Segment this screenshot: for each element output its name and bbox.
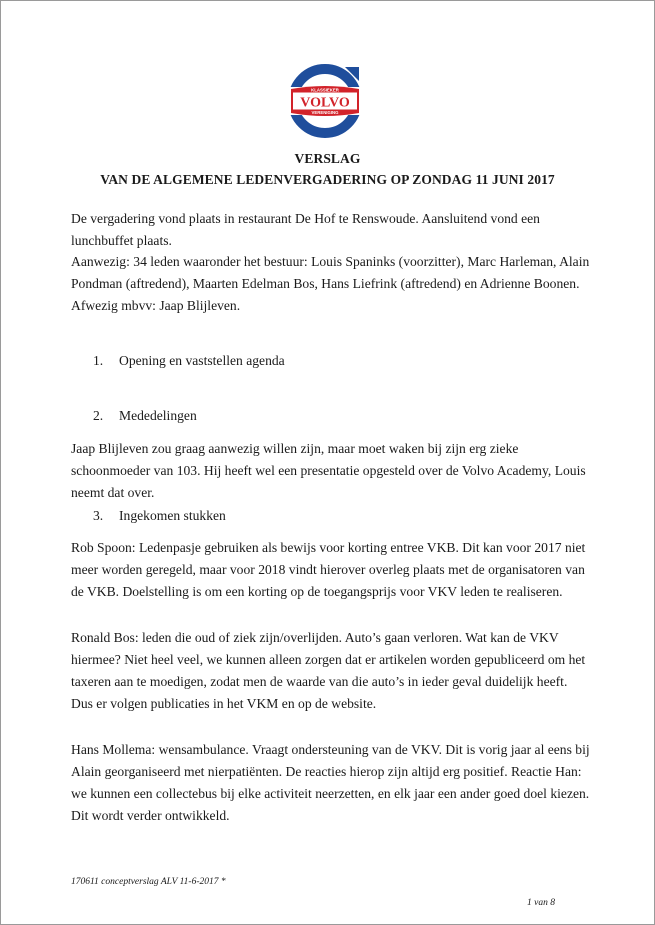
logo-bottom-text: VERENIGING — [311, 109, 339, 115]
section-title: Opening en vaststellen agenda — [119, 353, 285, 368]
attendance-paragraph: Aanwezig: 34 leden waaronder het bestuur: Louis Spaninks (voorzitter), Marc Harleman, Alain Pondman (aftredend), Maarten Edelman Bos, Hans Liefrink (aftredend) en Adrienne Boonen. Afwezig mbvv: Jaap Blijleven. — [71, 254, 590, 313]
mededelingen-paragraph: Jaap Blijleven zou graag aanwezig willen zijn, maar moet waken bij zijn erg zieke schoonmoeder van 103. Hij heeft wel een presentatie opgesteld over de Volvo Academy, Louis neemt dat over. — [71, 441, 586, 500]
meeting-title: VAN DE ALGEMENE LEDENVERGADERING OP ZONDAG 11 JUNI 2017 — [100, 172, 555, 187]
section-number: 1. — [93, 353, 104, 368]
section-heading-ingekomen — [93, 505, 226, 527]
ingekomen-paragraph-hans-mollema: Hans Mollema: wensambulance. Vraagt ondersteuning van de VKV. Dit is vorig jaar al eens bij Alain georganiseerd met nierpatiënten. De reacties hierop zijn altijd erg positief. Reactie Han: we kunnen een collectebus bij elke activiteit neerzetten, en elk jaar een ander goed doel kiezen. Dit wordt verder ontwikkeld. — [71, 742, 590, 823]
footer-file-name: 170611 conceptverslag ALV 11-6-2017 * — [71, 877, 226, 887]
section-heading-opening — [93, 350, 285, 372]
section-number: 3. — [93, 508, 104, 523]
section-heading-mededelingen — [93, 405, 197, 427]
volvo-klassieker-logo — [287, 63, 363, 139]
logo-brand-text: VOLVO — [300, 95, 350, 111]
section-title: Ingekomen stukken — [119, 508, 226, 523]
ingekomen-paragraph-rob-spoon: Rob Spoon: Ledenpasje gebruiken als bewijs voor korting entree VKB. Dit kan voor 2017 niet meer worden geregeld, maar voor 2018 vindt hierover overleg plaats met de organisatoren van de VKB. Doelstelling is om een korting op de toegangsprijs voor VKV leden te realiseren. — [71, 540, 586, 599]
section-number: 2. — [93, 408, 104, 423]
section-title: Mededelingen — [119, 408, 197, 423]
logo-top-text: KLASSIEKER — [311, 87, 339, 93]
ingekomen-paragraph-ronald-bos: Ronald Bos: leden die oud of ziek zijn/overlijden. Auto’s gaan verloren. Wat kan de VKV hiermee? Niet heel veel, we kunnen alleen zorgen dat er artikelen worden gepubliceerd om het taxeren aan te moedigen, zodat men de waarde van die auto’s in ieder geval duidelijk heeft. Dus er volgen publicaties in het VKM en op de website. — [71, 630, 586, 711]
report-title: VERSLAG — [294, 151, 361, 166]
intro-paragraph: De vergadering vond plaats in restaurant De Hof te Renswoude. Aansluitend vond een lunchbuffet plaats. — [71, 211, 540, 248]
footer-page-number: 1 van 8 — [527, 898, 555, 908]
